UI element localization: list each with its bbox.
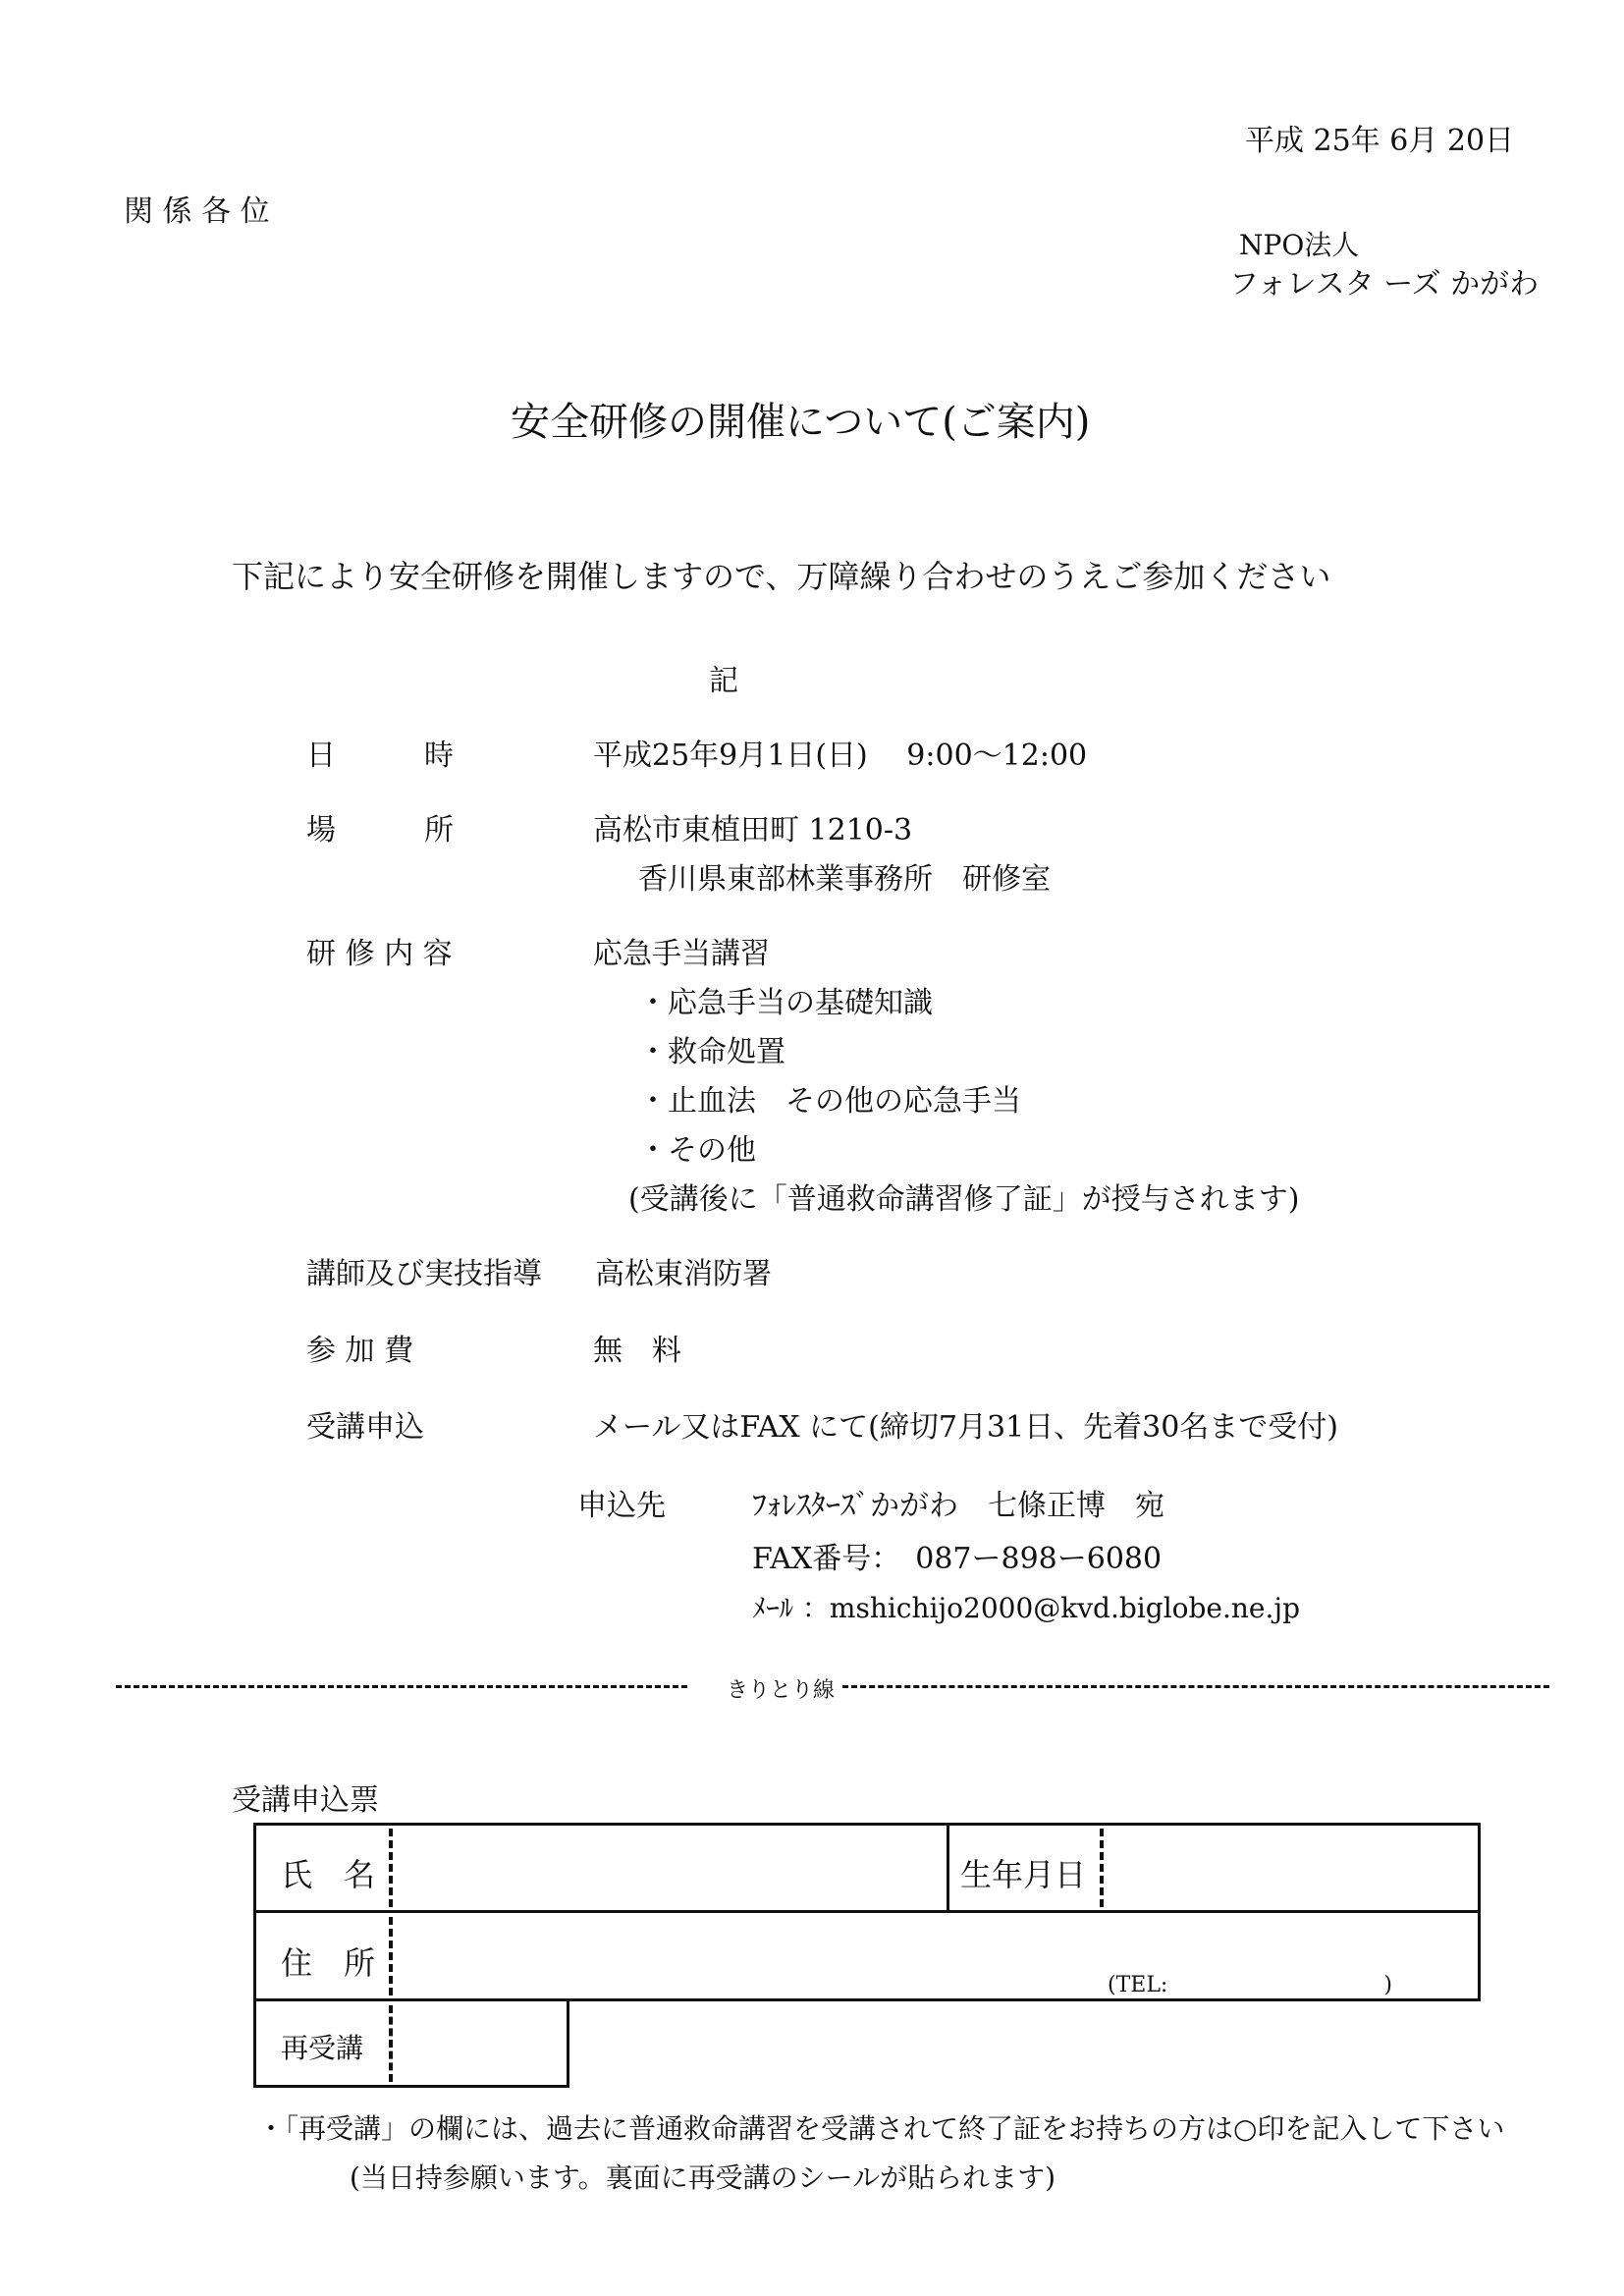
footnote-1: ・「再受講」の欄には、過去に普通救命講習を受講されて終了証をお持ちの方は○印を記入して下さい <box>257 2112 1505 2145</box>
cut-line-right <box>842 1685 1549 1688</box>
destination-name: ﾌｫﾚｽﾀｰｽﾞかがわ 七條正博 宛 <box>752 1489 1164 1523</box>
name-label: 氏 名 <box>281 1856 376 1893</box>
fee-label: 参 加 費 <box>306 1334 414 1368</box>
apply-label: 受講申込 <box>306 1410 424 1445</box>
apply-value: メール又はFAX にて(締切7月31日、先着30名まで受付) <box>593 1410 1339 1445</box>
destination-fax: FAX番号： 087ー898ー6080 <box>752 1542 1163 1576</box>
footnote-2: (当日持参願います。裏面に再受講のシールが貼られます) <box>350 2161 1056 2194</box>
document-title: 安全研修の開催について(ご案内) <box>511 400 1091 445</box>
birth-field[interactable] <box>1108 1829 1471 1907</box>
birth-label: 生年月日 <box>960 1856 1087 1893</box>
intro-text: 下記により安全研修を開催しますので、万障繰り合わせのうえご参加ください <box>232 558 1331 595</box>
name-divider <box>389 1829 393 1907</box>
org-line1: NPO法人 <box>1239 229 1360 261</box>
place-value-1: 高松市東植田町 1210-3 <box>593 813 913 847</box>
datetime-label: 日 時 <box>306 738 454 773</box>
datetime-value: 平成25年9月1日(日) 9:00～12:00 <box>593 738 1088 773</box>
tel-label: (TEL: ) <box>1108 1973 1392 1997</box>
reattend-label: 再受講 <box>281 2032 364 2064</box>
content-item: ・その他 <box>638 1133 756 1168</box>
cut-line-left <box>116 1685 687 1688</box>
name-birth-border <box>947 1823 949 1913</box>
document-date: 平成 25年 6月 20日 <box>1245 124 1515 158</box>
address-label: 住 所 <box>281 1944 376 1982</box>
content-item: ・止血法 その他の応急手当 <box>638 1084 1021 1119</box>
name-field[interactable] <box>395 1829 945 1907</box>
address-divider <box>389 1917 393 1995</box>
destination-mail: ﾒｰﾙ ：mshichijo2000@kvd.biglobe.ne.jp <box>752 1592 1301 1624</box>
fee-value: 無 料 <box>593 1334 681 1368</box>
birth-divider <box>1100 1829 1104 1907</box>
recipient: 関 係 各 位 <box>124 194 270 229</box>
form-title: 受講申込票 <box>232 1783 379 1818</box>
ki-heading: 記 <box>709 664 738 698</box>
place-label: 場 所 <box>306 813 454 847</box>
destination-label: 申込先 <box>577 1489 666 1523</box>
content-item: ・救命処置 <box>638 1035 785 1069</box>
content-note: (受講後に「普通救命講習修了証」が授与されます) <box>628 1182 1300 1217</box>
org-line2: フォレスタ ーズ かがわ <box>1229 267 1540 301</box>
content-item: ・応急手当の基礎知識 <box>638 986 933 1020</box>
instructor-value: 高松東消防署 <box>595 1257 772 1291</box>
place-value-2: 香川県東部林業事務所 研修室 <box>638 862 1051 897</box>
application-form <box>253 1823 1481 2088</box>
content-label: 研 修 内 容 <box>306 937 453 971</box>
instructor-label: 講師及び実技指導 <box>306 1257 542 1291</box>
cut-line-label: きりとり線 <box>727 1678 836 1703</box>
reattend-field[interactable] <box>397 2005 562 2082</box>
reattend-divider <box>389 2005 393 2082</box>
content-title: 応急手当講習 <box>593 937 770 971</box>
